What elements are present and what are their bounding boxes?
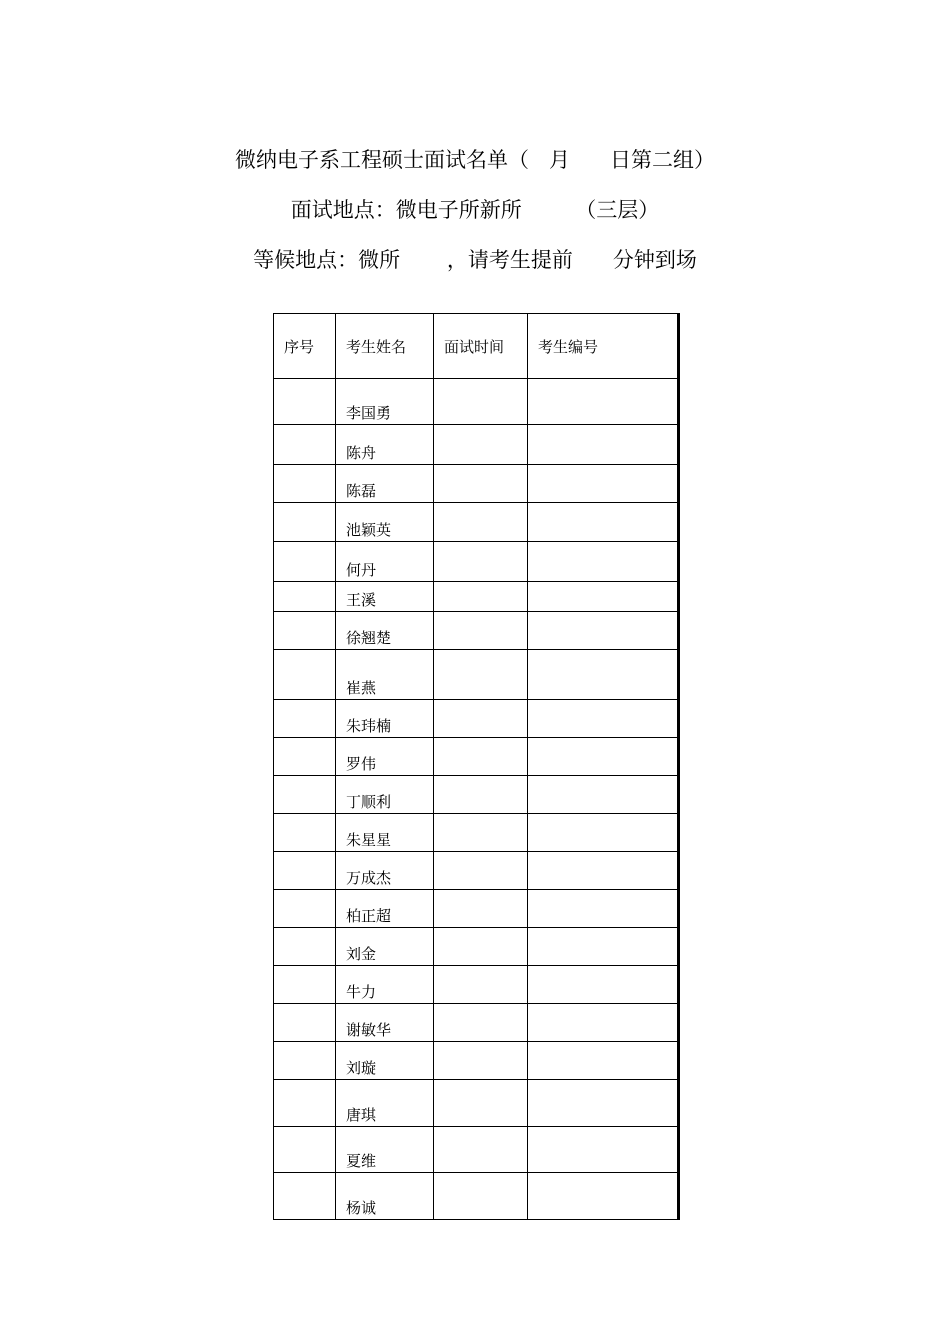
row-index-cell (274, 1042, 336, 1080)
candidate-name-text: 朱玮楠 (346, 717, 392, 735)
candidate-id-text (538, 1217, 677, 1219)
table-row (274, 814, 679, 852)
table-header-row (274, 314, 679, 379)
candidate-name-text: 李国勇 (346, 404, 392, 422)
candidate-name-text: 陈磊 (346, 482, 377, 500)
table-row (274, 1080, 679, 1127)
candidate-name-text: 牛力 (346, 983, 377, 1001)
candidate-name-text: 徐翘楚 (346, 629, 392, 647)
interview-time-cell (434, 1042, 528, 1080)
header-index: 序号 (274, 314, 336, 379)
candidate-name-text: 罗伟 (346, 755, 377, 773)
candidate-name-cell (336, 852, 434, 890)
candidate-id-cell (528, 542, 679, 582)
candidate-name-cell (336, 700, 434, 738)
table-row (274, 425, 679, 465)
table-row (274, 1173, 679, 1220)
candidate-name-cell (336, 582, 434, 612)
candidate-name-text: 唐琪 (346, 1106, 377, 1124)
row-index-cell (274, 542, 336, 582)
row-index-cell (274, 700, 336, 738)
candidate-name-text: 夏维 (346, 1152, 377, 1170)
candidate-id-cell (528, 425, 679, 465)
candidate-id-cell (528, 503, 679, 542)
candidate-name-cell (336, 503, 434, 542)
candidate-id-cell (528, 890, 679, 928)
candidate-name-text: 何丹 (346, 561, 377, 579)
candidate-name-cell (336, 1042, 434, 1080)
row-index-cell (274, 776, 336, 814)
row-index-cell (274, 503, 336, 542)
candidate-name-cell (336, 1127, 434, 1173)
row-index-cell (274, 582, 336, 612)
interview-time-cell (434, 1127, 528, 1173)
table-row (274, 650, 679, 700)
candidate-name-cell (336, 1004, 434, 1042)
row-index-cell (274, 425, 336, 465)
row-index-cell (274, 1173, 336, 1220)
candidate-name-cell (336, 814, 434, 852)
table-row (274, 966, 679, 1004)
candidate-name-text: 丁顺利 (346, 793, 392, 811)
candidate-name-text: 万成杰 (346, 869, 392, 887)
candidate-name-cell (336, 1173, 434, 1220)
table-row (274, 700, 679, 738)
candidate-name-text: 王溪 (346, 591, 377, 609)
candidate-id-cell (528, 1127, 679, 1173)
candidate-name-text: 柏正超 (346, 907, 392, 925)
table-row (274, 928, 679, 966)
document-title: 微纳电子系工程硕士面试名单（ 月 日第二组） (234, 148, 716, 172)
interview-time-cell (434, 612, 528, 650)
table-row (274, 1004, 679, 1042)
candidate-name-cell (336, 542, 434, 582)
interview-time-cell (434, 738, 528, 776)
candidate-id-cell (528, 928, 679, 966)
interview-time-cell (434, 890, 528, 928)
row-index-cell (274, 966, 336, 1004)
row-index-cell (274, 852, 336, 890)
row-index-cell (274, 1004, 336, 1042)
row-index-cell (274, 650, 336, 700)
table-row (274, 465, 679, 503)
candidate-id-cell (528, 776, 679, 814)
candidate-id-cell (528, 465, 679, 503)
candidate-id-cell (528, 814, 679, 852)
row-index-cell (274, 379, 336, 425)
table-row (274, 582, 679, 612)
interview-time-cell (434, 966, 528, 1004)
interview-time-cell (434, 503, 528, 542)
interview-time-cell (434, 776, 528, 814)
candidate-table-body (274, 314, 679, 1220)
interview-time-cell (434, 700, 528, 738)
candidate-name-text: 崔燕 (346, 679, 377, 697)
candidate-name-text: 池颖英 (346, 521, 392, 539)
candidate-id-cell (528, 379, 679, 425)
interview-time-cell (434, 814, 528, 852)
header-id: 考生编号 (528, 314, 679, 379)
row-index-cell (274, 465, 336, 503)
interview-location: 面试地点：微电子所新所 （三层） (290, 198, 660, 222)
candidate-name-cell (336, 928, 434, 966)
candidate-name-cell (336, 379, 434, 425)
table-row (274, 612, 679, 650)
row-index-cell (274, 1127, 336, 1173)
candidate-name-cell (336, 890, 434, 928)
table-row (274, 776, 679, 814)
candidate-name-cell (336, 966, 434, 1004)
candidate-id-cell (528, 1173, 679, 1220)
candidate-id-cell (528, 700, 679, 738)
row-index-text (284, 1217, 335, 1219)
candidate-table (273, 313, 680, 1220)
table-row (274, 890, 679, 928)
table-row (274, 1042, 679, 1080)
candidate-name-text: 朱星星 (346, 831, 392, 849)
row-index-cell (274, 890, 336, 928)
table-row (274, 738, 679, 776)
candidate-name-cell (336, 738, 434, 776)
table-row (274, 503, 679, 542)
interview-time-cell (434, 582, 528, 612)
candidate-name-text: 谢敏华 (346, 1021, 392, 1039)
table-row (274, 852, 679, 890)
candidate-name-text: 杨诚 (346, 1199, 377, 1217)
row-index-cell (274, 738, 336, 776)
row-index-cell (274, 928, 336, 966)
candidate-id-cell (528, 1004, 679, 1042)
interview-time-cell (434, 1004, 528, 1042)
candidate-name-text: 陈舟 (346, 444, 377, 462)
candidate-name-text: 刘金 (346, 945, 377, 963)
waiting-location: 等候地点：微所 ，请考生提前 分钟到场 (253, 248, 697, 272)
interview-time-cell (434, 465, 528, 503)
candidate-name-cell (336, 650, 434, 700)
table-row (274, 542, 679, 582)
interview-time-cell (434, 1080, 528, 1127)
candidate-name-cell (336, 776, 434, 814)
candidate-id-cell (528, 650, 679, 700)
candidate-id-cell (528, 966, 679, 1004)
candidate-id-cell (528, 738, 679, 776)
interview-time-cell (434, 1173, 528, 1220)
candidate-id-cell (528, 852, 679, 890)
candidate-name-cell (336, 612, 434, 650)
candidate-name-cell (336, 465, 434, 503)
table-row (274, 379, 679, 425)
interview-time-cell (434, 928, 528, 966)
interview-time-cell (434, 650, 528, 700)
candidate-id-cell (528, 1080, 679, 1127)
row-index-cell (274, 814, 336, 852)
candidate-id-cell (528, 582, 679, 612)
interview-time-cell (434, 425, 528, 465)
candidate-name-text: 刘璇 (346, 1059, 377, 1077)
row-index-cell (274, 612, 336, 650)
interview-time-cell (434, 852, 528, 890)
candidate-id-cell (528, 612, 679, 650)
table-row (274, 1127, 679, 1173)
interview-time-cell (434, 379, 528, 425)
row-index-cell (274, 1080, 336, 1127)
interview-time-cell (434, 542, 528, 582)
candidate-id-cell (528, 1042, 679, 1080)
candidate-name-cell (336, 425, 434, 465)
candidate-name-cell (336, 1080, 434, 1127)
header-time: 面试时间 (434, 314, 528, 379)
interview-time-text (444, 1217, 527, 1219)
header-name: 考生姓名 (336, 314, 434, 379)
